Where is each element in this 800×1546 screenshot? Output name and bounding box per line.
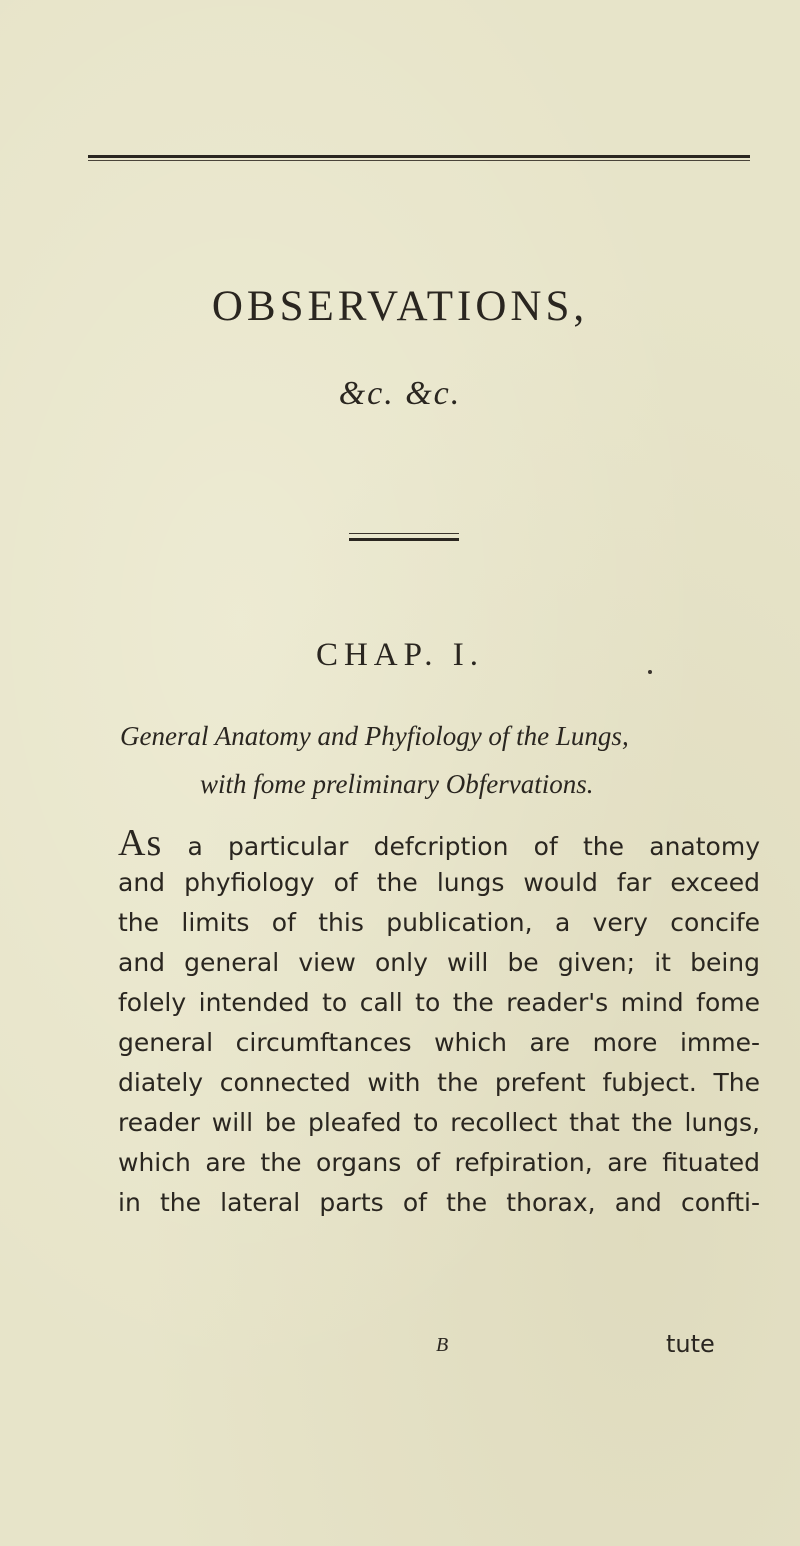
body-line-9: which are the organs of refpiration, are fituated (118, 1148, 760, 1177)
body-line-4: and general view only will be given; it being (118, 948, 760, 977)
page-footer (0, 1330, 800, 1370)
chapter-heading: CHAP. I. (315, 637, 485, 673)
body-line-5: folely intended to call to the reader's mind fome (118, 988, 760, 1017)
body-line-8: reader will be pleafed to recollect that the lungs, (118, 1108, 760, 1137)
body-line-10: in the lateral parts of the thorax, and confti- (118, 1188, 760, 1217)
divider-rule-thin (349, 533, 459, 534)
body-line-1 (118, 823, 760, 863)
top-rule-thick (88, 155, 750, 158)
catchword: tute (666, 1330, 715, 1358)
signature-mark: B (436, 1334, 449, 1356)
body-line-3: the limits of this publication, a very concife (118, 908, 760, 937)
top-double-rule (88, 155, 750, 161)
section-divider-rule (349, 533, 459, 545)
top-rule-thin (88, 160, 750, 161)
divider-rule-thick (349, 538, 459, 541)
body-paragraph (118, 823, 760, 1223)
subheading-line-2: with fome preliminary Obfervations. (200, 769, 594, 799)
body-line-1-text: a particular defcription of the anatomy (162, 832, 760, 861)
body-line-6: general circumftances which are more imme- (118, 1028, 760, 1057)
page-subtitle: &c. &c. (338, 375, 462, 412)
body-line-2: and phyfiology of the lungs would far exceed (118, 868, 760, 897)
chapter-subheading (120, 712, 720, 808)
page-title: OBSERVATIONS, (211, 283, 589, 330)
body-line-7: diately connected with the prefent fubject. The (118, 1068, 760, 1097)
subheading-line-1: General Anatomy and Phyfiology of the Lungs, (120, 721, 629, 751)
initial-letters: As (118, 822, 163, 864)
stray-mark (648, 670, 652, 674)
